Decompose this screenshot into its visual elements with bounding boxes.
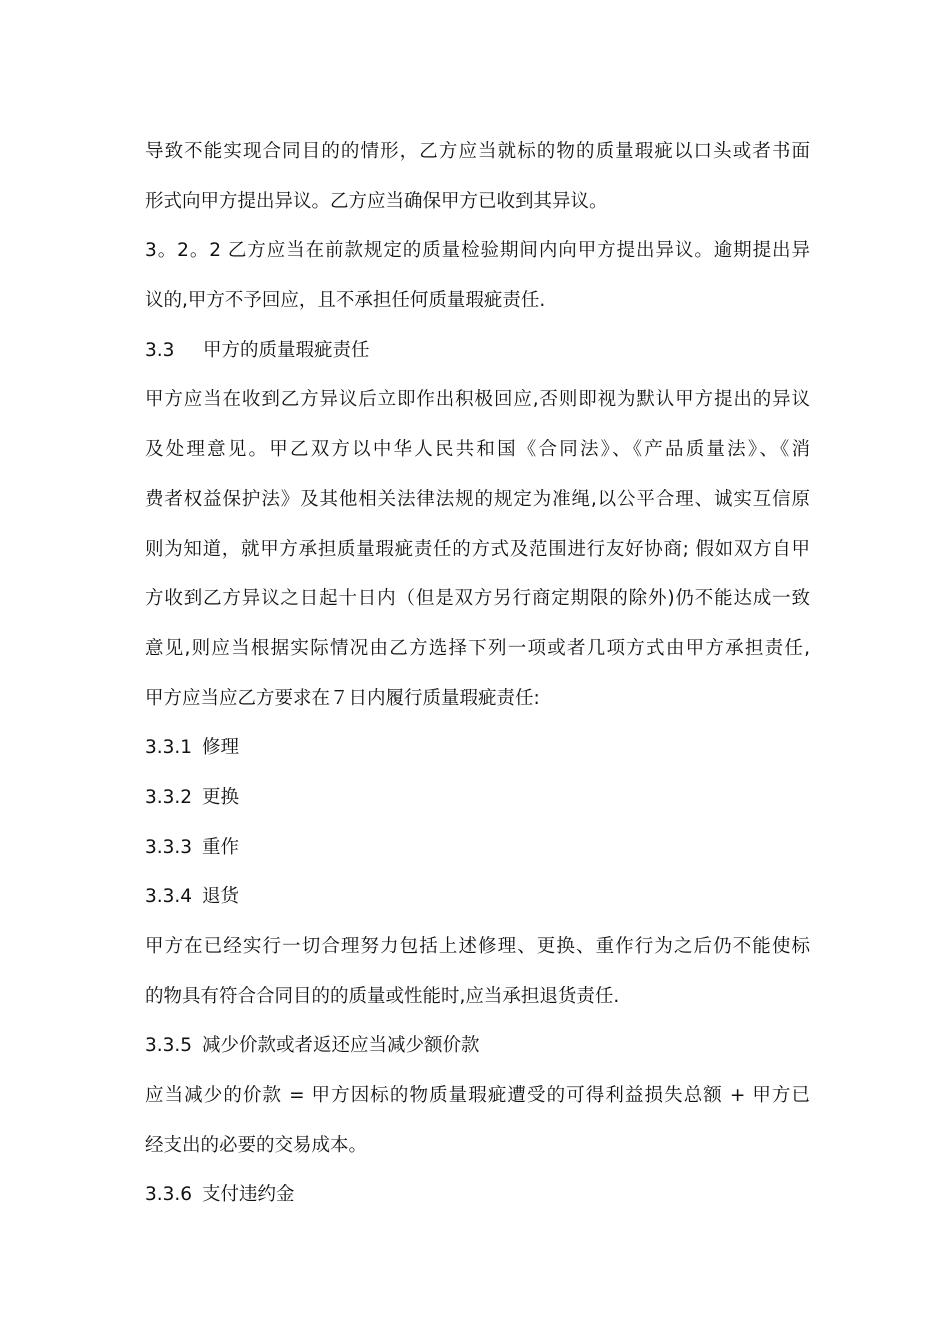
section-title: 减少价款或者返还应当减少额价款	[202, 1035, 480, 1057]
paragraph-line: 甲方在已经实行一切合理努力包括上述修理、更换、重作行为之后仍不能使标	[145, 936, 810, 957]
section-heading-3-3-5	[145, 1021, 810, 1071]
paragraph-line: 议的,甲方不予回应，且不承担任何质量瑕疵责任.	[145, 290, 546, 312]
section-number: 3.3.5	[145, 1035, 193, 1057]
paragraph-line: 甲方应当在收到乙方异议后立即作出积极回应,否则即视为默认甲方提出的异议	[145, 389, 810, 411]
section-heading-3-3-6	[145, 1170, 810, 1220]
section-title: 修理	[202, 737, 240, 759]
paragraph-line: 经支出的必要的交易成本。	[145, 1134, 368, 1156]
section-title: 更换	[202, 786, 240, 808]
section-number: 3.3.4	[145, 886, 193, 908]
paragraph-line: 3。2。2 乙方应当在前款规定的质量检验期间内向甲方提出异议。逾期提出异	[145, 240, 810, 262]
paragraph-line: 则为知道，就甲方承担质量瑕疵责任的方式及范围进行友好协商; 假如双方自甲	[145, 538, 810, 560]
section-title: 甲方的质量瑕疵责任	[203, 339, 370, 361]
document-page	[145, 127, 810, 1220]
paragraph-line: 导致不能实现合同目的的情形，乙方应当就标的物的质量瑕疵以口头或者书面	[145, 141, 810, 162]
paragraph-line: 的物具有符合合同目的的质量或性能时,应当承担退货责任.	[145, 985, 620, 1007]
section-title: 支付违约金	[202, 1184, 295, 1206]
paragraph-line: 及处理意见。甲乙双方以中华人民共和国《合同法》、《产品质量法》、《消	[145, 439, 810, 461]
section-heading-3-3-3	[145, 823, 810, 873]
paragraph-line: 应当减少的价款 = 甲方因标的物质量瑕疵遭受的可得利益损失总额 + 甲方已	[145, 1085, 810, 1107]
paragraph-line: 意见,则应当根据实际情况由乙方选择下列一项或者几项方式由甲方承担责任,	[145, 637, 810, 659]
section-number: 3.3.1	[145, 737, 193, 759]
section-number: 3.3.2	[145, 786, 193, 808]
section-heading-3-3	[145, 326, 810, 376]
section-title: 退货	[202, 886, 240, 908]
section-title: 重作	[202, 836, 240, 858]
paragraph-line: 甲方应当应乙方要求在７日内履行质量瑕疵责任:	[145, 687, 540, 709]
paragraph-line: 形式向甲方提出异议。乙方应当确保甲方已收到其异议。	[145, 190, 608, 212]
paragraph-line: 方收到乙方异议之日起十日内（但是双方另行商定期限的除外)仍不能达成一致	[145, 588, 810, 610]
section-heading-3-3-2	[145, 773, 810, 823]
section-heading-3-3-4	[145, 872, 810, 922]
section-number: 3.3.6	[145, 1184, 193, 1206]
section-number: 3.3.3	[145, 836, 193, 858]
section-number: 3.3	[145, 339, 175, 361]
section-heading-3-3-1	[145, 723, 810, 773]
paragraph-line: 费者权益保护法》及其他相关法律法规的规定为准绳,以公平合理、诚实互信原	[145, 488, 810, 510]
